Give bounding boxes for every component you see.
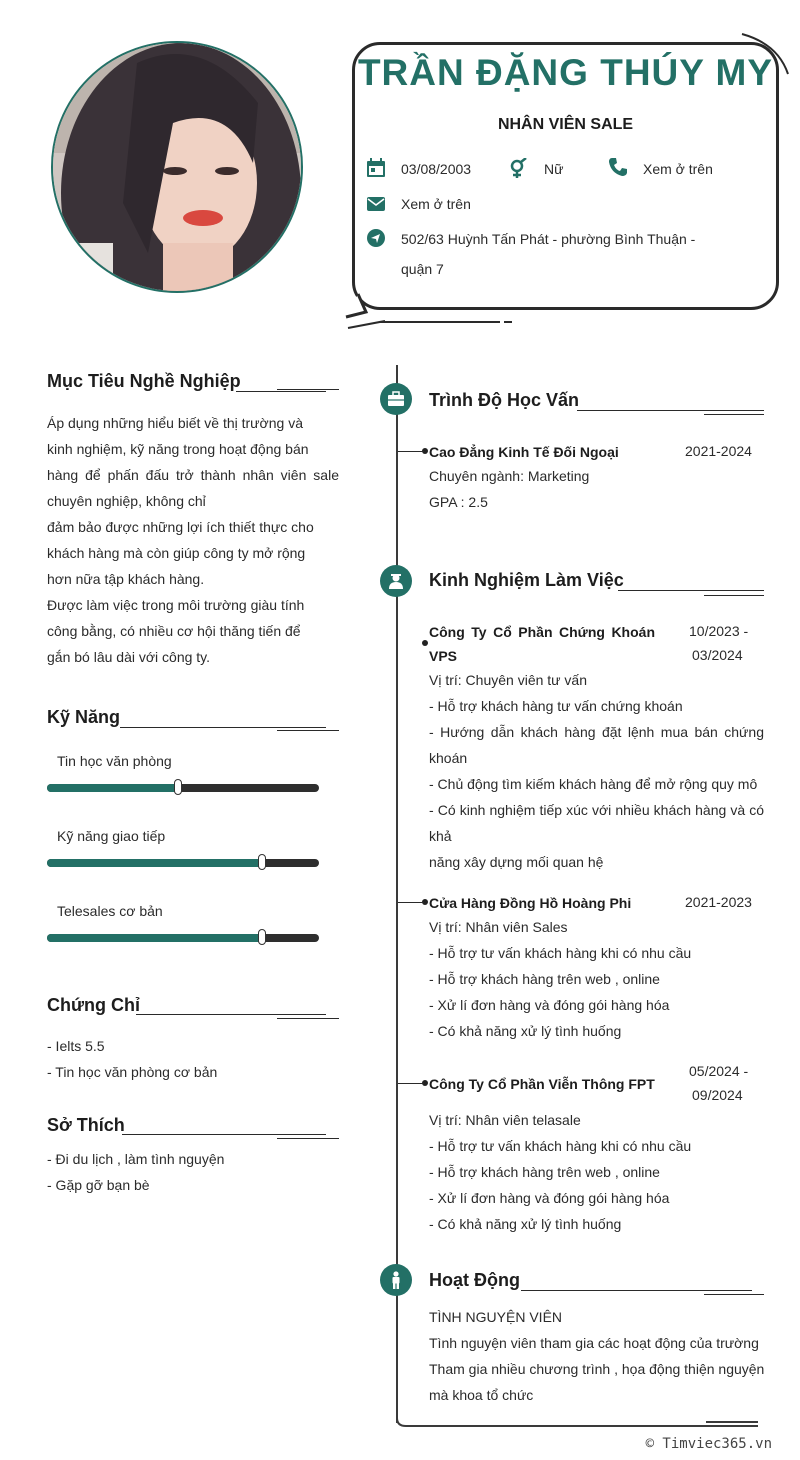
experience-title: Kinh Nghiệm Làm Việc — [429, 570, 624, 590]
hobby-item: - Đi du lịch , làm tình nguyện — [47, 1151, 225, 1167]
job-line: khoán — [429, 750, 468, 766]
job-company: Cửa Hàng Đồng Hồ Hoàng Phi — [429, 895, 632, 911]
job-line: Vị trí: Chuyên viên tư vấn — [429, 672, 587, 688]
job-period-start: 10/2023 - — [689, 623, 749, 639]
objective-line: công bằng, có nhiều cơ hội thăng tiến để — [47, 623, 301, 639]
objective-line: khách hàng mà còn giúp công ty mở rộng — [47, 545, 306, 561]
hobby-item: - Gặp gỡ bạn bè — [47, 1177, 150, 1193]
phone: Xem ở trên — [643, 161, 713, 177]
job-line: - Xử lí đơn hàng và đóng gói hàng hóa — [429, 1190, 670, 1206]
activity-role: TÌNH NGUYỆN VIÊN — [429, 1309, 563, 1325]
objective-underline-accent — [277, 389, 339, 390]
hobbies-underline-accent — [277, 1138, 339, 1139]
objective-line: hàng để phấn đấu trở thành nhân viên sale — [47, 467, 339, 483]
certificates-underline-accent — [277, 1018, 339, 1019]
education-period: 2021-2024 — [685, 443, 752, 459]
education-major: Chuyên ngành: Marketing — [429, 468, 590, 484]
activities-underline — [521, 1290, 752, 1291]
skill-bar — [47, 784, 319, 792]
birthday: 03/08/2003 — [401, 161, 472, 177]
activities-details — [429, 1304, 769, 1408]
calendar-icon — [366, 158, 386, 178]
hobbies-title: Sở Thích — [47, 1115, 125, 1135]
objective-line: gắn bó lâu dài với công ty. — [47, 649, 211, 665]
timeline-connector — [398, 1083, 424, 1084]
phone-icon — [608, 157, 628, 177]
portrait-image — [53, 43, 301, 291]
education-details — [429, 463, 589, 515]
timeline-connector — [398, 451, 424, 452]
job-period — [689, 1059, 748, 1107]
experience-section-icon — [380, 565, 412, 597]
activities-section-icon — [380, 1264, 412, 1296]
job-description — [429, 1107, 764, 1237]
activity-line: Tình nguyện viên tham gia các hoạt động của trường — [429, 1335, 759, 1351]
job-line: Vị trí: Nhân viên telasale — [429, 1112, 581, 1128]
certificate-item: - Tin học văn phòng cơ bản — [47, 1064, 218, 1080]
school-name: Cao Đẳng Kinh Tế Đối Ngoại — [429, 444, 619, 460]
job-period-end: 09/2024 — [692, 1087, 743, 1103]
gender-icon — [508, 158, 528, 178]
location-icon — [366, 228, 386, 248]
education-underline — [577, 410, 764, 411]
job-line: Vị trí: Nhân viên Sales — [429, 919, 568, 935]
job-line: - Hỗ trợ khách hàng tư vấn chứng khoán — [429, 698, 683, 714]
email-icon — [366, 194, 386, 214]
person-icon — [389, 1271, 403, 1289]
certificates-title: Chứng Chỉ — [47, 995, 141, 1015]
profile-photo — [51, 41, 303, 293]
skill-bar — [47, 859, 319, 867]
job-line: - Xử lí đơn hàng và đóng gói hàng hóa — [429, 997, 670, 1013]
job-line: khả — [429, 828, 452, 844]
skill-label: Tin học văn phòng — [57, 753, 172, 769]
education-underline-accent — [704, 414, 764, 415]
job-line: - Có khả năng xử lý tình huống — [429, 1023, 622, 1039]
job-period — [689, 619, 748, 667]
certificates-underline — [136, 1014, 326, 1015]
briefcase-icon — [387, 391, 405, 407]
job-period-start: 05/2024 - — [689, 1063, 749, 1079]
skill-label: Telesales cơ bản — [57, 903, 163, 919]
skill-bar-knob — [258, 854, 266, 870]
experience-underline — [618, 590, 764, 591]
objective-line: đảm bảo được những lợi ích thiết thực cho — [47, 519, 314, 535]
activities-title: Hoạt Động — [429, 1270, 520, 1290]
job-company-cont: VPS — [429, 648, 458, 664]
education-section-icon — [380, 383, 412, 415]
email: Xem ở trên — [401, 196, 471, 212]
objective-line: hơn nữa tập khách hàng. — [47, 571, 205, 587]
hobbies-list — [47, 1146, 224, 1198]
objective-line: kinh nghiệm, kỹ năng trong hoạt động bán — [47, 441, 309, 457]
skill-bar-fill — [47, 784, 178, 792]
job-company: Công Ty Cổ Phần Viễn Thông FPT — [429, 1076, 655, 1092]
address-line-1: 502/63 Huỳnh Tấn Phát - phường Bình Thuận - — [401, 231, 696, 247]
job-line: - Có khả năng xử lý tình huống — [429, 1216, 622, 1232]
job-line: năng xây dựng mối quan hệ — [429, 854, 604, 870]
job-line: - Hỗ trợ tư vấn khách hàng khi có nhu cầu — [429, 1138, 692, 1154]
job-title: NHÂN VIÊN SALE — [497, 116, 634, 133]
activities-underline-accent — [704, 1294, 764, 1295]
job-company: Công Ty Cổ Phần Chứng Khoán — [429, 624, 655, 640]
job-period-end: 03/2024 — [692, 647, 743, 663]
objective-underline — [236, 391, 326, 392]
skills-title: Kỹ Năng — [47, 707, 121, 727]
skill-label: Kỹ năng giao tiếp — [57, 828, 166, 844]
timeline-connector — [398, 902, 424, 903]
gender: Nữ — [544, 161, 564, 177]
certificates-list — [47, 1033, 217, 1085]
job-line: - Chủ động tìm kiếm khách hàng để mở rộng quy mô — [429, 776, 758, 792]
skill-bar-fill — [47, 934, 262, 942]
job-line: - Có kinh nghiệm tiếp xúc với nhiều khách hàng và có — [429, 802, 764, 818]
timeline-end-decoration — [396, 1408, 776, 1438]
skills-underline — [120, 727, 326, 728]
activity-line: Tham gia nhiều chương trình , họa động thiện nguyện — [429, 1361, 765, 1377]
experience-underline-accent — [704, 595, 764, 596]
objective-text — [47, 410, 339, 670]
timeline-dot — [422, 640, 428, 646]
job-line: - Hỗ trợ tư vấn khách hàng khi có nhu cầu — [429, 945, 692, 961]
address-line-2: quận 7 — [401, 261, 444, 277]
watermark: © Timviec365.vn — [645, 1436, 772, 1452]
skills-underline-accent — [277, 730, 339, 731]
candidate-name: TRẦN ĐẶNG THÚY MY — [357, 52, 774, 93]
hobbies-underline — [122, 1134, 326, 1135]
objective-line: Được làm việc trong môi trường giàu tính — [47, 597, 305, 613]
certificate-item: - Ielts 5.5 — [47, 1038, 105, 1054]
activity-line: mà khoa tổ chức — [429, 1387, 534, 1403]
objective-title: Mục Tiêu Nghề Nghiệp — [47, 371, 241, 391]
job-line: - Hỗ trợ khách hàng trên web , online — [429, 971, 660, 987]
skill-bar-fill — [47, 859, 262, 867]
skill-bar-knob — [174, 779, 182, 795]
job-line: - Hỗ trợ khách hàng trên web , online — [429, 1164, 660, 1180]
education-gpa: GPA : 2.5 — [429, 494, 488, 510]
education-title: Trình Độ Học Vấn — [429, 390, 580, 410]
worker-icon — [387, 573, 405, 589]
objective-line: Áp dụng những hiểu biết về thị trường và — [47, 415, 303, 431]
skill-bar-knob — [258, 929, 266, 945]
objective-line: chuyên nghiệp, không chỉ — [47, 493, 206, 509]
job-period: 2021-2023 — [685, 894, 752, 910]
job-description — [429, 667, 764, 875]
job-description — [429, 914, 764, 1044]
job-line: - Hướng dẫn khách hàng đặt lệnh mua bán chứng — [429, 724, 764, 740]
skill-bar — [47, 934, 319, 942]
